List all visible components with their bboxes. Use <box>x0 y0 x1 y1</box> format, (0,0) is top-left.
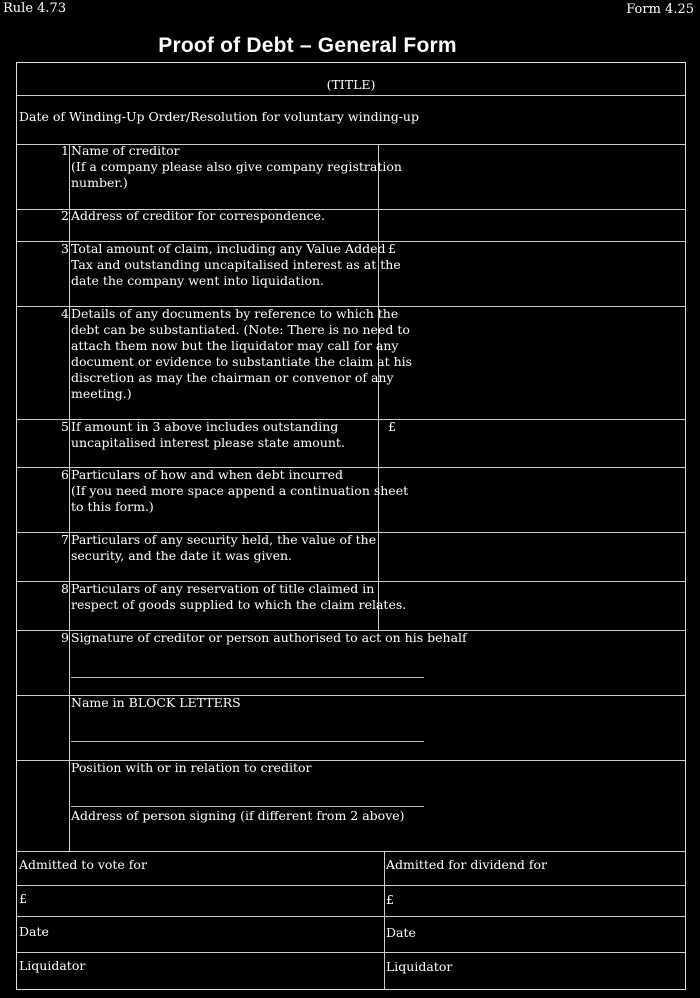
signature-label: Signature of creditor or person authorised to act on his behalf <box>71 630 467 645</box>
page-title: Proof of Debt – General Form <box>158 34 457 57</box>
admitted-dividend-label: Admitted for dividend for <box>386 857 548 872</box>
vote-amount-field[interactable]: £ <box>19 891 27 906</box>
name-line[interactable] <box>71 741 424 742</box>
divider <box>17 851 685 852</box>
form-frame <box>16 62 686 990</box>
number-column-divider <box>69 144 70 630</box>
item-6-number: 6 <box>61 467 69 482</box>
item-9-number: 9 <box>61 630 69 645</box>
item-3-label: Total amount of claim, including any Value Added Tax and outstanding uncapitalised interest as at the date the company went into liquidation. <box>71 241 401 288</box>
admitted-vote-label: Admitted to vote for <box>19 857 147 872</box>
number-column-divider <box>69 630 70 851</box>
item-1-label: Name of creditor (If a company please also give company registration number.) <box>71 143 402 190</box>
company-title-field[interactable]: (TITLE) <box>326 77 376 92</box>
position-label: Position with or in relation to creditor <box>71 760 312 775</box>
item-2-number: 2 <box>61 208 69 223</box>
item-3-answer[interactable]: £ <box>388 241 396 256</box>
item-4-label: Details of any documents by reference to which the debt can be substantiated. (Note: There is no need to attach them now but the liquidator may call for any document or evidence to substantiate the claim at his discretion as may the chairman or convenor of any meeting.) <box>71 306 413 401</box>
item-3-number: 3 <box>61 241 69 256</box>
item-7-label: Particulars of any security held, the value of the security, and the date it was given. <box>71 532 377 563</box>
signature-line[interactable] <box>71 677 424 678</box>
address-label: Address of person signing (if different from 2 above) <box>71 808 405 823</box>
item-5-number: 5 <box>61 419 69 434</box>
position-line[interactable] <box>71 806 424 807</box>
item-1-number: 1 <box>61 143 69 158</box>
item-6-label: Particulars of how and when debt incurred (If you need more space append a continuation sheet to this form.) <box>71 467 409 514</box>
item-5-label: If amount in 3 above includes outstanding uncapitalised interest please state amount. <box>71 419 345 450</box>
vote-liquidator-label: Liquidator <box>19 958 86 973</box>
item-8-label: Particulars of any reservation of title claimed in respect of goods supplied to which the claim relates. <box>71 581 407 612</box>
form-reference: Form 4.25 <box>626 2 694 17</box>
office-column-divider <box>384 851 385 990</box>
item-5-answer[interactable]: £ <box>388 419 396 434</box>
dividend-amount-field[interactable]: £ <box>386 892 394 907</box>
item-7-number: 7 <box>61 532 69 547</box>
name-label: Name in BLOCK LETTERS <box>71 695 241 710</box>
rule-reference: Rule 4.73 <box>3 1 67 16</box>
divider <box>17 916 685 917</box>
dividend-liquidator-label: Liquidator <box>386 959 453 974</box>
vote-date-label: Date <box>19 924 49 939</box>
item-2-label: Address of creditor for correspondence. <box>71 208 325 223</box>
divider <box>17 952 685 953</box>
divider <box>17 95 685 96</box>
item-8-number: 8 <box>61 581 69 596</box>
dividend-date-label: Date <box>386 925 416 940</box>
divider <box>17 885 685 886</box>
winding-up-date-label: Date of Winding-Up Order/Resolution for voluntary winding-up <box>19 109 419 124</box>
item-4-number: 4 <box>61 306 69 321</box>
